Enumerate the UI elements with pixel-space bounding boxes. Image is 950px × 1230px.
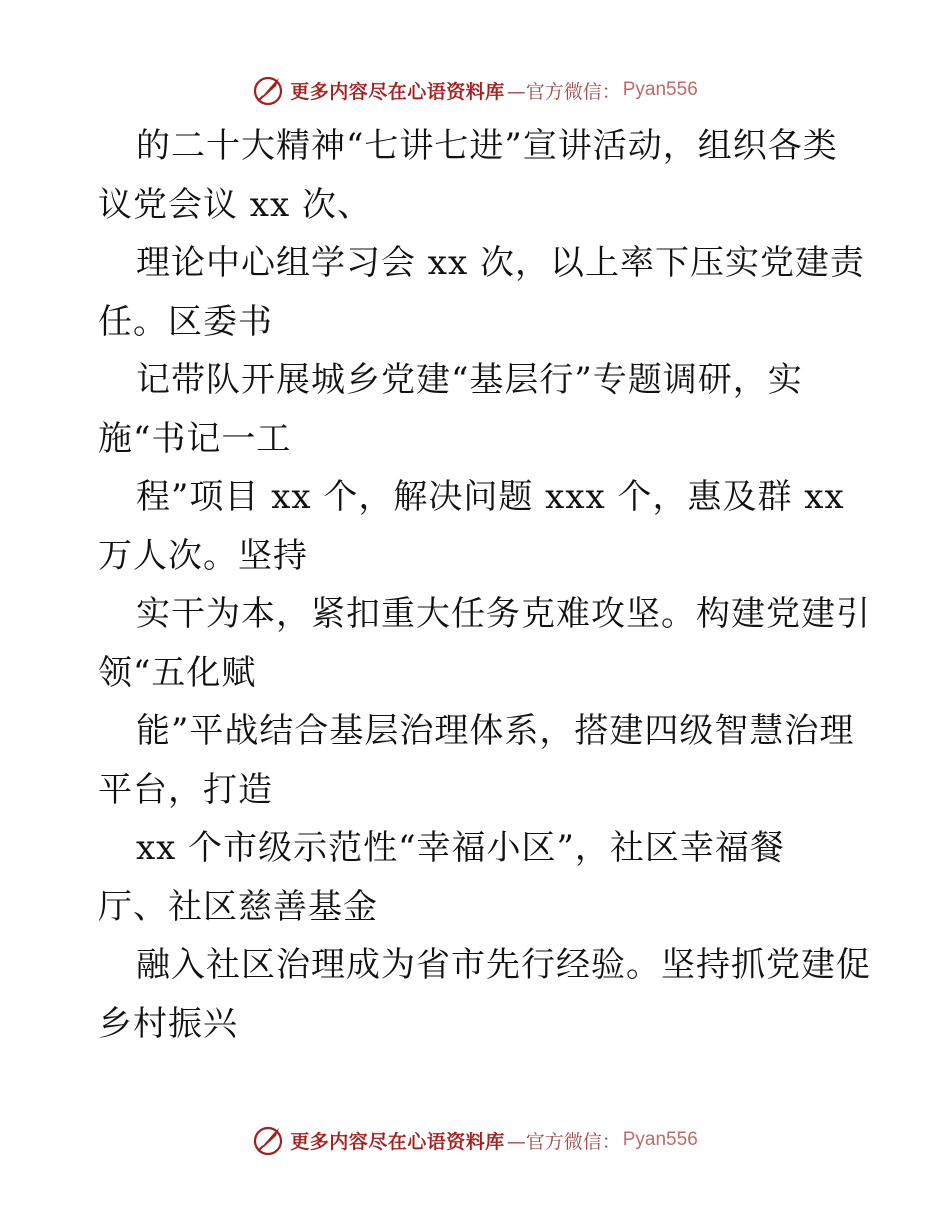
watermark-wechat-text: —官方微信： (506, 80, 621, 103)
text-line: 实干为本，紧扣重大任务克难攻坚。构建党建引 (136, 594, 871, 634)
text-line: 能”平战结合基层治理体系，搭建四级智慧治理 (136, 711, 855, 751)
text-line: 程”项目 xx 个，解决问题 xxx 个，惠及群 xx (136, 477, 845, 517)
quill-logo-icon (252, 73, 286, 107)
text-line: 理论中心组学习会 xx 次，以上率下压实党建责 (136, 243, 865, 283)
text-line: 乡村振兴 (98, 1003, 238, 1044)
text-line: 厅、社区慈善基金 (98, 886, 378, 927)
text-line: 融入社区治理成为省市先行经验。坚持抓党建促 (136, 945, 871, 985)
document-body (98, 117, 888, 1053)
watermark-wechat-id: Pyan556 (622, 1129, 698, 1150)
quill-logo-icon (252, 1123, 286, 1157)
watermark-main-text: 更多内容尽在心语资料库 (290, 80, 505, 103)
text-line: 记带队开展城乡党建“基层行”专题调研，实 (136, 360, 803, 400)
header-watermark (0, 70, 950, 110)
text-line: 任。区委书 (98, 301, 273, 342)
watermark-wechat-id: Pyan556 (622, 79, 698, 100)
text-line: 施“书记一工 (98, 418, 292, 459)
text-line: 万人次。坚持 (98, 535, 308, 576)
text-line: 议党会议 xx 次、 (98, 184, 372, 225)
text-line: 的二十大精神“七讲七进”宣讲活动，组织各类 (136, 126, 838, 166)
text-line: 领“五化赋 (98, 652, 257, 693)
text-line: 平台，打造 (98, 769, 273, 810)
footer-watermark (0, 1120, 950, 1160)
watermark-main-text: 更多内容尽在心语资料库 (290, 1130, 505, 1153)
text-line: xx 个市级示范性“幸福小区”，社区幸福餐 (136, 828, 785, 868)
watermark-wechat-text: —官方微信： (506, 1130, 621, 1153)
